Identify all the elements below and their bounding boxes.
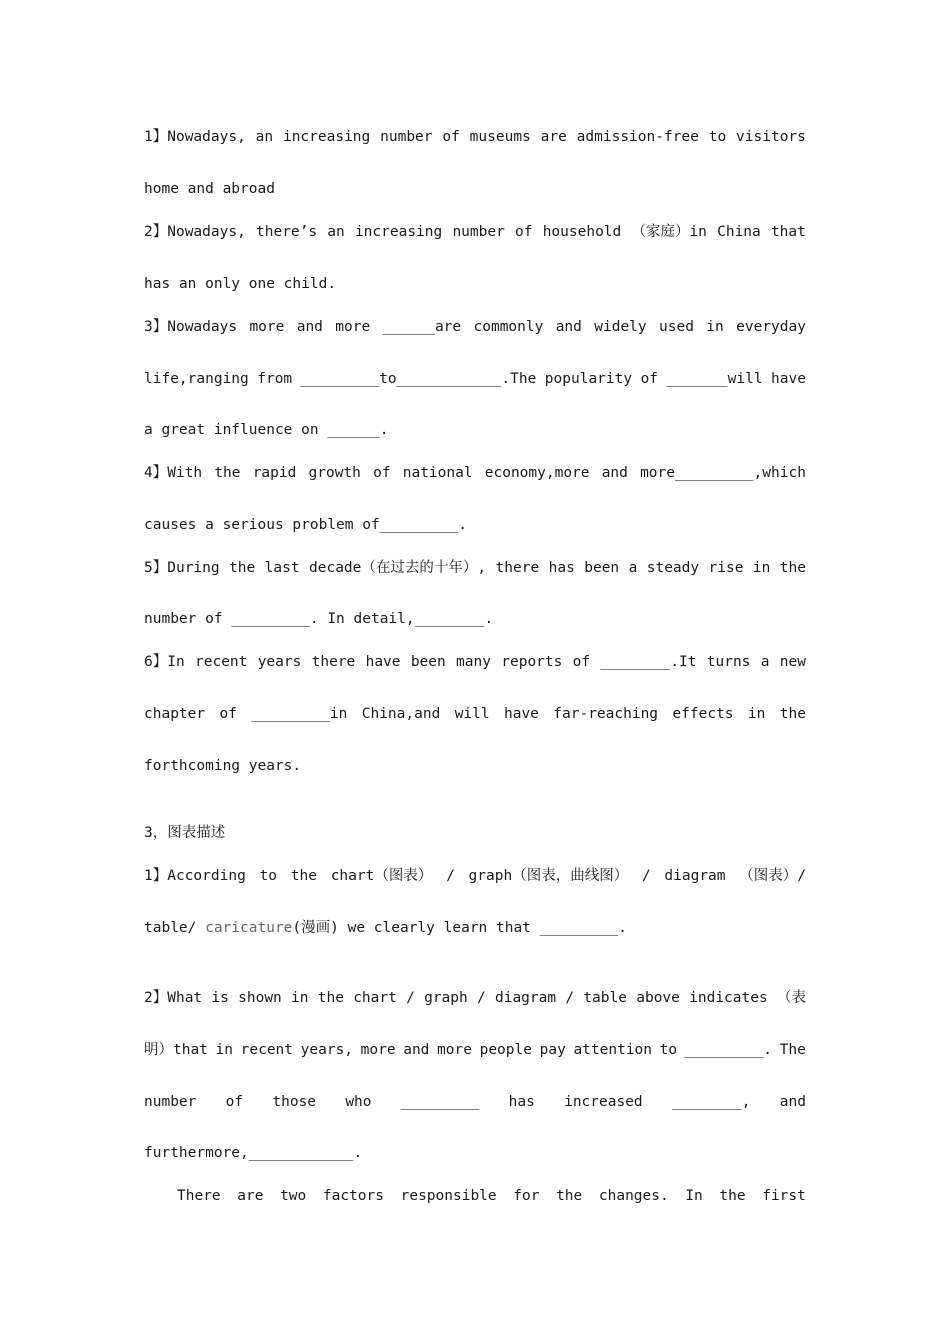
word: the: [229, 560, 256, 576]
word: of: [225, 1094, 244, 1110]
word: visitors: [736, 129, 806, 145]
word: 6】In: [144, 654, 185, 670]
word: /: [565, 990, 575, 1006]
word: _________.: [684, 1042, 773, 1058]
word: in: [747, 706, 766, 722]
word: ______are: [382, 319, 462, 335]
word: /: [446, 868, 455, 884]
word: the: [214, 465, 241, 481]
word: of: [219, 706, 237, 722]
word: the: [556, 1188, 583, 1204]
word: the: [719, 1188, 746, 1204]
word: there’s: [256, 224, 318, 240]
word: first: [762, 1188, 806, 1204]
word: recent: [240, 1042, 294, 1058]
word: will: [454, 706, 490, 722]
word: many: [456, 654, 491, 670]
chart-item-1-line-2: [144, 918, 806, 938]
word: for: [513, 1188, 540, 1204]
word: rapid: [252, 465, 297, 481]
word: from: [257, 371, 293, 387]
chart-item-2-line-4: furthermore,____________.: [144, 1145, 363, 1161]
word: diagram: [664, 868, 726, 884]
word: effects: [672, 706, 734, 722]
word: popularity: [544, 371, 633, 387]
word: decade（在过去的十年）,: [309, 560, 487, 576]
word: number: [380, 129, 433, 145]
word: changes.: [598, 1188, 669, 1204]
word: 4】With: [144, 465, 203, 481]
word: China: [717, 224, 761, 240]
word: life,ranging: [144, 371, 249, 387]
word: and: [296, 319, 323, 335]
word: increasing: [282, 129, 371, 145]
word: There: [177, 1188, 221, 1204]
word: turns: [706, 654, 751, 670]
word: to: [259, 868, 278, 884]
word: chart: [353, 990, 397, 1006]
caricature-word: caricature: [205, 920, 293, 936]
word: 1】According: [144, 868, 246, 884]
word: are: [237, 1188, 264, 1204]
word: far-reaching: [553, 706, 659, 722]
word: museums: [469, 129, 531, 145]
word: 5】During: [144, 560, 220, 576]
word: has: [548, 560, 575, 576]
word: new: [779, 654, 806, 670]
word: 明）that: [144, 1042, 208, 1058]
word: responsible: [400, 1188, 497, 1204]
word: has: [508, 1094, 535, 1110]
word: number: [452, 224, 505, 240]
word: ________,: [671, 1094, 751, 1110]
word: two: [280, 1188, 307, 1204]
word: /: [477, 990, 486, 1006]
word: number: [144, 1094, 197, 1110]
word: more: [249, 319, 285, 335]
item-6-line-3: forthcoming years.: [144, 758, 302, 774]
word: 2】Nowadays,: [144, 224, 246, 240]
word: have: [365, 654, 401, 670]
word: factors: [322, 1188, 384, 1204]
word: above: [636, 990, 680, 1006]
word: have: [771, 371, 806, 387]
word: those: [272, 1094, 317, 1110]
item-4-line-1: [144, 463, 806, 483]
word: in: [752, 560, 771, 576]
word: chart（图表）: [330, 868, 433, 884]
word: there: [311, 654, 356, 670]
word: of: [640, 371, 659, 387]
word: admission-free: [576, 129, 699, 145]
word: more: [360, 1042, 396, 1058]
item-2-line-2: has an only one child.: [144, 276, 337, 292]
word: in: [215, 1042, 234, 1058]
word: of: [515, 224, 533, 240]
word: 2】What: [144, 990, 203, 1006]
word: to: [659, 1042, 678, 1058]
word: been: [410, 654, 446, 670]
word: and: [555, 319, 582, 335]
word: an: [327, 224, 345, 240]
word: _________: [400, 1094, 480, 1110]
word: years: [257, 654, 302, 670]
word: （表: [776, 990, 806, 1006]
word: /: [641, 868, 651, 884]
word: indicates: [689, 990, 768, 1006]
word: The: [779, 1042, 806, 1058]
word: are: [540, 129, 567, 145]
word: an: [255, 129, 274, 145]
word: more: [437, 1042, 472, 1058]
word: _______will: [666, 371, 763, 387]
item-6-line-2: [144, 704, 806, 724]
word: China,and: [361, 706, 441, 722]
chart-item-1-line-2-a: table/: [144, 920, 206, 936]
word: used: [659, 319, 694, 335]
word: people: [479, 1042, 532, 1058]
word: （图表）/: [739, 868, 806, 884]
word: economy,more: [484, 465, 590, 481]
chart-item-1-line-1: [144, 866, 806, 886]
item-4-line-2: causes a serious problem of_________.: [144, 517, 468, 533]
word: graph（图表，曲线图）: [468, 868, 629, 884]
word: everyday: [736, 319, 806, 335]
word: graph: [424, 990, 468, 1006]
word: （家庭）in: [631, 224, 707, 240]
word: growth: [308, 465, 361, 481]
word: of: [373, 465, 391, 481]
word: the: [317, 990, 344, 1006]
word: in: [706, 319, 724, 335]
item-3-line-2: [144, 369, 806, 389]
word: the: [779, 560, 806, 576]
word: rise: [708, 560, 744, 576]
word: the: [290, 868, 317, 884]
word: chapter: [144, 706, 206, 722]
word: In: [685, 1188, 703, 1204]
word: increased: [564, 1094, 643, 1110]
chart-item-2-line-3: [144, 1092, 806, 1112]
word: is: [211, 990, 229, 1006]
chart-item-1-line-2-c: (漫画) we clearly learn that _________.: [292, 920, 627, 936]
item-1-line-2: home and abroad: [144, 181, 275, 197]
section-heading: 3，图表描述: [144, 825, 226, 841]
word: diagram: [494, 990, 557, 1006]
word: 1】Nowadays,: [144, 129, 246, 145]
word: recent: [195, 654, 248, 670]
word: /: [406, 990, 415, 1006]
word: attention: [573, 1042, 653, 1058]
word: commonly: [473, 319, 544, 335]
chart-item-2-line-5: [177, 1186, 806, 1206]
item-3-line-1: [144, 317, 806, 337]
word: household: [542, 224, 622, 240]
word: who: [345, 1094, 372, 1110]
word: and: [779, 1094, 806, 1110]
word: a: [760, 654, 770, 670]
item-2-line-1: [144, 222, 806, 242]
word: and: [403, 1042, 430, 1058]
word: to: [708, 129, 727, 145]
word: of: [442, 129, 460, 145]
item-5-line-1: [144, 558, 806, 578]
word: reports: [501, 654, 563, 670]
word: that: [770, 224, 806, 240]
item-3-line-3: a great influence on ______.: [144, 422, 389, 438]
item-1-line-1: [144, 127, 806, 147]
word: more: [335, 319, 371, 335]
chart-item-2-line-1: [144, 988, 806, 1008]
item-6-line-1: [144, 652, 806, 672]
word: years,: [300, 1042, 354, 1058]
word: of: [572, 654, 591, 670]
word: ________.It: [600, 654, 697, 670]
word: and: [601, 465, 628, 481]
word: the: [779, 706, 806, 722]
word: national: [402, 465, 473, 481]
word: 3】Nowadays: [144, 319, 238, 335]
word: have: [503, 706, 539, 722]
word: more_________,which: [640, 465, 806, 481]
word: _________to____________.The: [300, 371, 537, 387]
chart-item-2-line-2: [144, 1040, 806, 1060]
word: a: [628, 560, 638, 576]
word: widely: [594, 319, 647, 335]
word: in: [291, 990, 309, 1006]
word: last: [264, 560, 300, 576]
word: _________in: [251, 706, 348, 722]
word: steady: [646, 560, 700, 576]
word: pay: [539, 1042, 566, 1058]
word: table: [583, 990, 627, 1006]
word: shown: [238, 990, 282, 1006]
word: been: [584, 560, 620, 576]
word: there: [495, 560, 540, 576]
item-5-line-2: number of _________. In detail,________.: [144, 611, 494, 627]
word: increasing: [354, 224, 443, 240]
